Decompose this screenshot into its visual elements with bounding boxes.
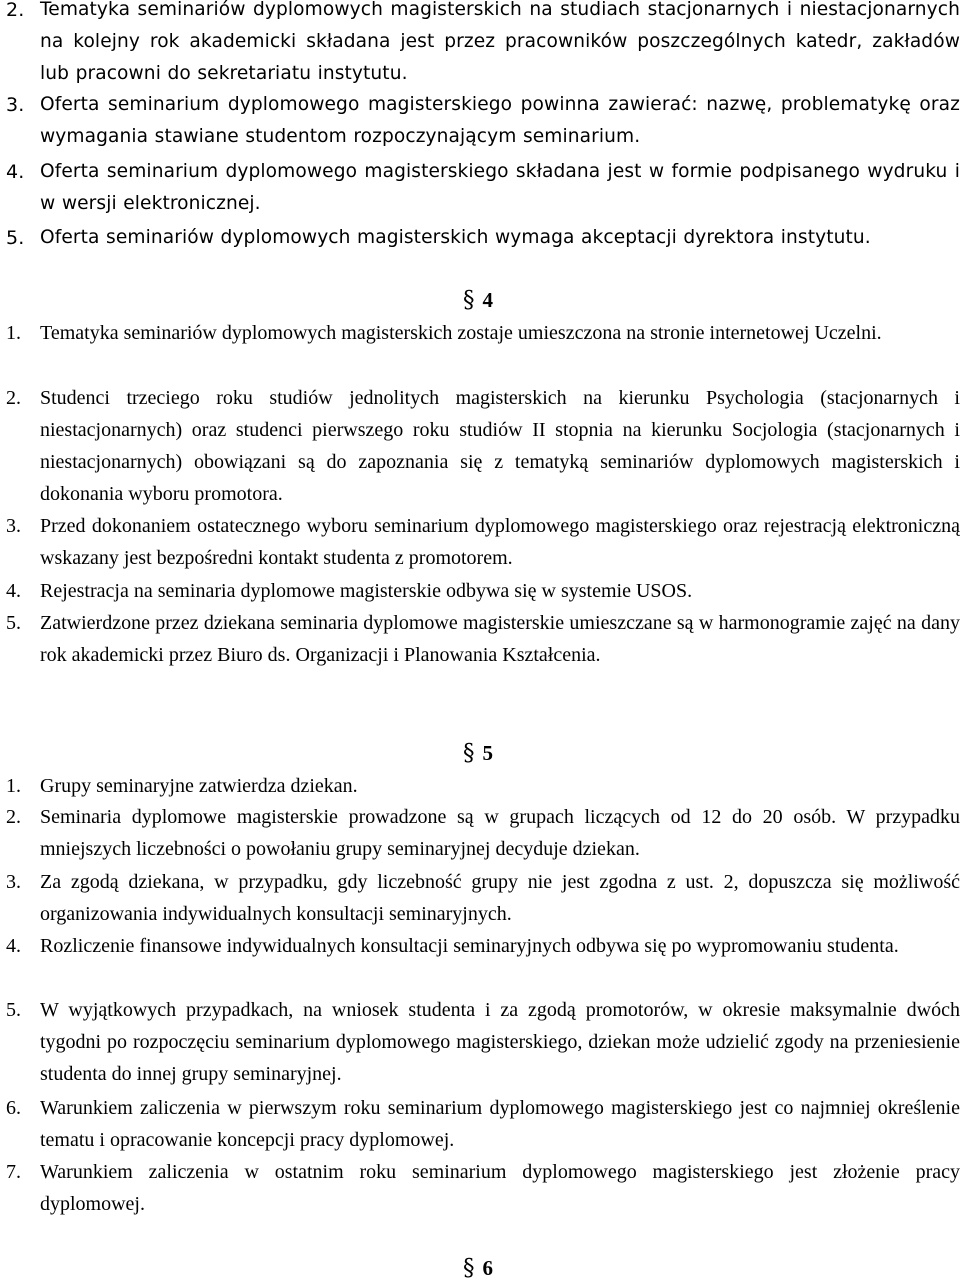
section-number: 4 <box>482 288 493 312</box>
list-item <box>6 382 960 510</box>
item-text: Rozliczenie finansowe indywidualnych konsultacji seminaryjnych odbywa się po wypromowaniu studenta. <box>40 935 899 957</box>
section-heading-5 <box>463 738 493 768</box>
list-item <box>6 222 960 254</box>
item-text: Tematyka seminariów dyplomowych magisterskich zostaje umieszczona na stronie internetowej Uczelni. <box>40 322 882 344</box>
item-text: Seminaria dyplomowe magisterskie prowadzone są w grupach liczących od 12 do 20 osób. W przypadku mniejszych liczebności o powołaniu grupy seminaryjnej decyduje dziekan. <box>40 806 960 860</box>
section-heading-6 <box>463 1253 493 1283</box>
item-text: Oferta seminarium dyplomowego magisterskiego składana jest w formie podpisanego wydruku i w wersji elektronicznej. <box>40 161 960 214</box>
item-text: Oferta seminariów dyplomowych magisterskich wymaga akceptacji dyrektora instytutu. <box>40 227 871 248</box>
list-item <box>6 89 960 153</box>
item-number: 1. <box>6 322 21 344</box>
list-item <box>6 866 960 930</box>
item-number: 4. <box>6 935 21 957</box>
item-text: Rejestracja na seminaria dyplomowe magisterskie odbywa się w systemie USOS. <box>40 580 693 602</box>
list-item <box>6 607 960 671</box>
item-number: 2. <box>6 387 21 409</box>
list-item <box>6 317 960 349</box>
item-text: Zatwierdzone przez dziekana seminaria dyplomowe magisterskie umieszczane są w harmonogramie zajęć na dany rok akademicki przez Biuro ds. Organizacji i Planowania Kształcenia. <box>40 612 960 666</box>
list-item <box>6 575 960 607</box>
item-text: Studenci trzeciego roku studiów jednolitych magisterskich na kierunku Psychologia (stacjonarnych i niestacjonarnych) oraz studenci pierwszego roku studiów II stopnia na kierunku Socjologia (stacjonarnych i niestacjonarnych) obowiązani są do zapoznania się z tematyką seminariów dyplomowych magisterskich i dokonania wyboru promotora. <box>40 387 960 505</box>
item-number: 5. <box>6 612 21 634</box>
item-text: Warunkiem zaliczenia w ostatnim roku seminarium dyplomowego magisterskiego jest złożenie pracy dyplomowej. <box>40 1161 960 1215</box>
item-number: 4. <box>6 580 21 602</box>
item-number: 1. <box>6 775 21 797</box>
list-item <box>6 0 960 90</box>
item-number: 7. <box>6 1161 21 1183</box>
item-text: Warunkiem zaliczenia w pierwszym roku seminarium dyplomowego magisterskiego jest co najmniej określenie tematu i opracowanie koncepcji pracy dyplomowej. <box>40 1097 960 1151</box>
list-item <box>6 1156 960 1220</box>
section-symbol: § <box>463 287 475 313</box>
item-text: Grupy seminaryjne zatwierdza dziekan. <box>40 775 358 797</box>
section-heading-4 <box>463 285 493 315</box>
item-number: 3. <box>6 871 21 893</box>
item-text: Za zgodą dziekana, w przypadku, gdy liczebność grupy nie jest zgodna z ust. 2, dopuszcza się możliwość organizowania indywidualnych konsultacji seminaryjnych. <box>40 871 960 925</box>
list-item <box>6 801 960 865</box>
item-number: 2. <box>6 806 21 828</box>
list-item <box>6 1092 960 1156</box>
list-item <box>6 930 960 962</box>
item-number: 4. <box>6 161 25 183</box>
list-item <box>6 994 960 1090</box>
section-number: 5 <box>482 741 493 765</box>
item-number: 6. <box>6 1097 21 1119</box>
item-text: Oferta seminarium dyplomowego magisterskiego powinna zawierać: nazwę, problematykę oraz wymagania stawiane studentom rozpoczynającym seminarium. <box>40 94 960 147</box>
section-symbol: § <box>463 1255 475 1281</box>
item-text: W wyjątkowych przypadkach, na wniosek studenta i za zgodą promotorów, w okresie maksymalnie dwóch tygodni po rozpoczęciu seminarium dyplomowego magisterskiego, dziekan może udzielić zgody na przeniesienie studenta do innej grupy seminaryjnej. <box>40 999 960 1085</box>
section-number: 6 <box>482 1256 493 1280</box>
list-item <box>6 510 960 574</box>
item-number: 2. <box>6 0 25 21</box>
item-number: 5. <box>6 999 21 1021</box>
item-number: 5. <box>6 227 25 249</box>
list-item <box>6 770 960 802</box>
item-text: Przed dokonaniem ostatecznego wyboru seminarium dyplomowego magisterskiego oraz rejestracją elektroniczną wskazany jest bezpośredni kontakt studenta z promotorem. <box>40 515 960 569</box>
section-symbol: § <box>463 740 475 766</box>
item-number: 3. <box>6 515 21 537</box>
list-item <box>6 156 960 220</box>
item-text: Tematyka seminariów dyplomowych magisterskich na studiach stacjonarnych i niestacjonarnych na kolejny rok akademicki składana jest przez pracowników poszczególnych katedr, zakładów lub pracowni do sekretariatu instytutu. <box>40 0 960 84</box>
item-number: 3. <box>6 94 25 116</box>
